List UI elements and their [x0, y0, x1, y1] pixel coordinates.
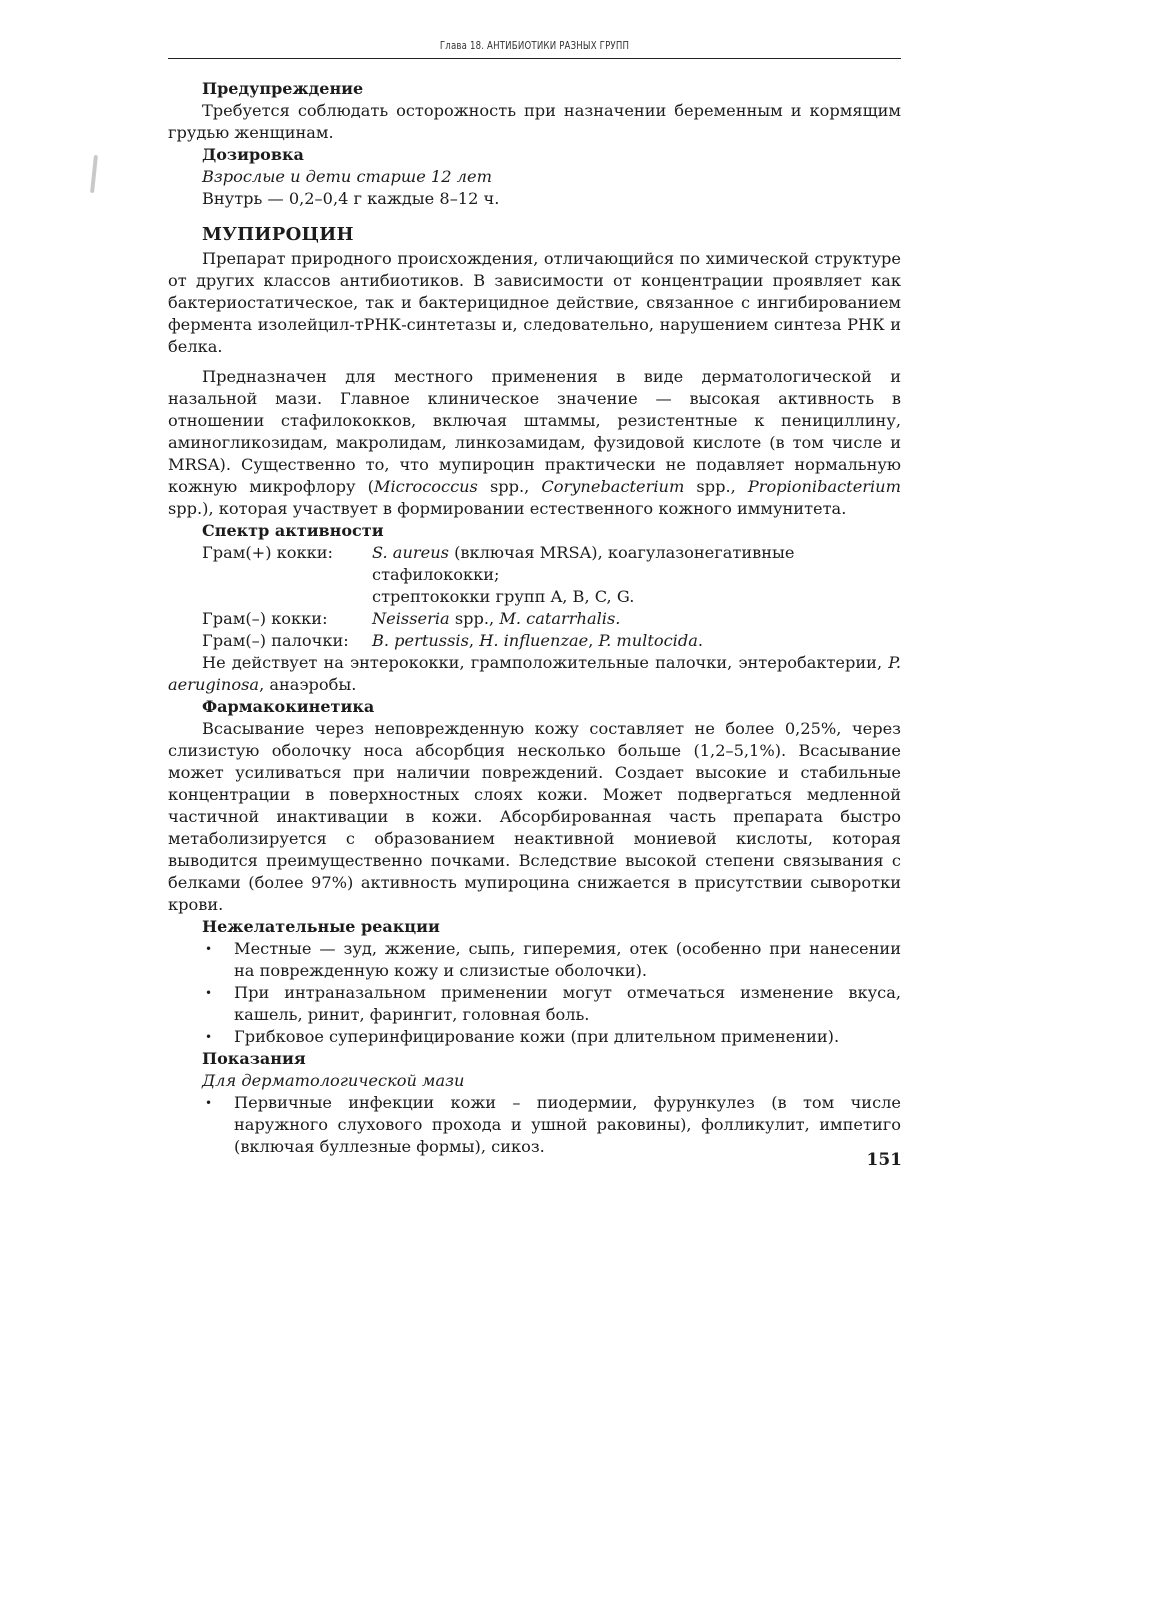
header-rule	[168, 58, 901, 59]
scan-artifact	[90, 155, 98, 193]
list-item: • Местные — зуд, жжение, сыпь, гиперемия, отек (особенно при нанесении на поврежденную кожу и слизистые оболочки).	[205, 939, 901, 980]
page-body	[168, 78, 901, 1158]
pharmacokinetics-text: Всасывание через неповрежденную кожу составляет не более 0,25%, через слизистую оболочку носа абсорбция несколько больше (1,2–5,1%). Всасывание может усиливаться при наличии повреждений. Создает высокие и стабильные концентрации в поверхностных слоях кожи. Может подвергаться медленной частичной инактивации в кожи. Абсорбированная часть препарата быстро метаболизируется с образованием неактивной мониевой кислоты, которая выводится преимущественно почками. Вследствие высокой степени связывания с белками (более 97%) активность мупироцина снижается в присутствии сыворотки крови.	[168, 719, 901, 914]
indications-list	[168, 1092, 901, 1158]
spectrum-row-gram-pos-cocci: Грам(+) кокки: S. aureus (включая MRSA), коагулазонегативные стафилококки; стрептококки групп A, B, C, G.	[202, 543, 795, 606]
spectrum-row-gram-neg-rods: Грам(–) палочки: B. pertussis, H. influenzae, P. multocida.	[202, 631, 704, 650]
list-item: • Грибковое суперинфицирование кожи (при длительном применении).	[205, 1027, 840, 1046]
warning-text: Требуется соблюдать осторожность при назначении беременным и кормящим грудью женщинам.	[168, 101, 901, 142]
bullet-icon: •	[205, 1030, 213, 1044]
pharmacokinetics-heading: Фармакокинетика	[202, 697, 375, 716]
bullet-icon: •	[205, 1096, 213, 1110]
bullet-icon: •	[205, 942, 213, 956]
spectrum-inactive: Не действует на энтерококки, грамположительные палочки, энтеробактерии, P. aeruginosa, анаэробы.	[168, 653, 901, 694]
warning-heading: Предупреждение	[202, 79, 364, 98]
indications-heading: Показания	[202, 1049, 306, 1068]
bullet-icon: •	[205, 986, 213, 1000]
list-item: • При интраназальном применении могут отмечаться изменение вкуса, кашель, ринит, фарингит, головная боль.	[205, 983, 901, 1024]
adverse-list	[168, 938, 901, 1048]
dosage-text: Внутрь — 0,2–0,4 г каждые 8–12 ч.	[202, 189, 500, 208]
indications-subheading: Для дерматологической мази	[202, 1071, 465, 1090]
drug-description: Препарат природного происхождения, отличающийся по химической структуре от других классов антибиотиков. В зависимости от концентрации проявляет как бактериостатическое, так и бактерицидное действие, связанное с ингибированием фермента изолейцил-тРНК-синтетазы и, следовательно, нарушением синтеза РНК и белка.	[168, 249, 901, 356]
spectrum-heading: Спектр активности	[202, 521, 384, 540]
list-item: • Первичные инфекции кожи – пиодермии, фурункулез (в том числе наружного слухового прохода и ушной раковины), фолликулит, импетиго (включая буллезные формы), сикоз.	[205, 1093, 901, 1156]
dosage-heading: Дозировка	[202, 145, 304, 164]
drug-title: МУПИРОЦИН	[202, 224, 354, 245]
dosage-subheading: Взрослые и дети старше 12 лет	[202, 167, 492, 186]
adverse-heading: Нежелательные реакции	[202, 917, 440, 936]
spectrum-row-gram-neg-cocci: Грам(–) кокки: Neisseria spp., M. catarrhalis.	[202, 609, 621, 628]
drug-application: Предназначен для местного применения в виде дерматологической и назальной мази. Главное клиническое значение — высокая активность в отношении стафилококков, включая штаммы, резистентные к пенициллину, аминогликозидам, макролидам, линкозамидам, фузидовой кислоте (в том числе и MRSA). Существенно то, что мупироцин практически не подавляет нормальную кожную микрофлору (Micrococcus spp., Corynebacterium spp., Propionibacterium spp.), которая участвует в формировании естественного кожного иммунитета.	[168, 367, 901, 518]
running-header: Глава 18. АНТИБИОТИКИ РАЗНЫХ ГРУПП	[439, 40, 630, 52]
page-number: 151	[866, 1150, 902, 1170]
